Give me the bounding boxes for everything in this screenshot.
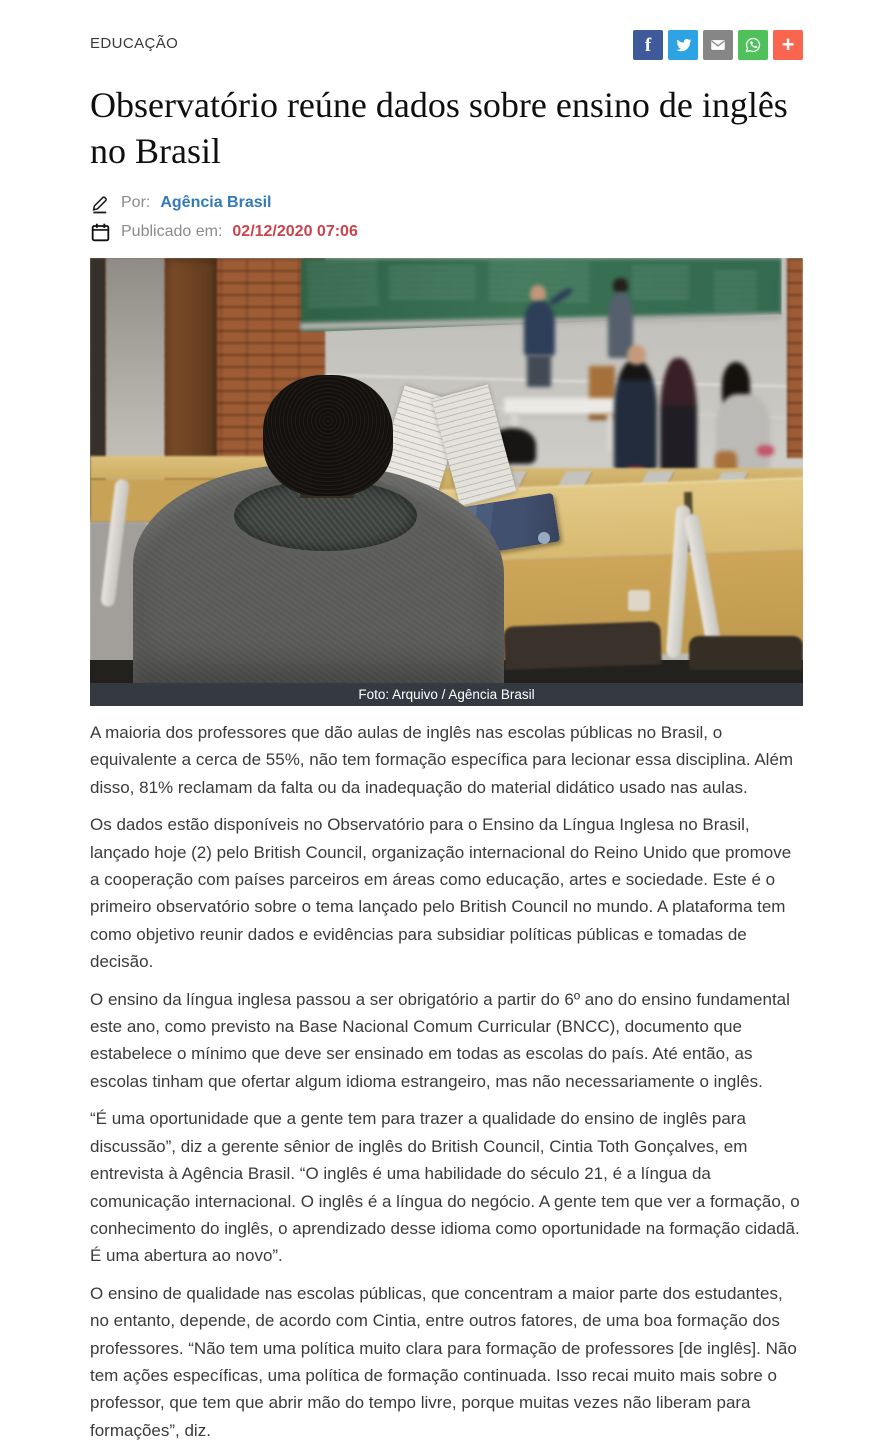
plus-icon: + (781, 32, 795, 57)
article-body (90, 719, 803, 1444)
table-leg (607, 413, 614, 451)
chalk-writing (307, 261, 380, 306)
chalk-writing (714, 267, 757, 310)
chair-back (689, 636, 803, 670)
topbar (90, 30, 803, 60)
twitter-icon (675, 37, 692, 54)
published-label: Publicado em: (121, 223, 223, 240)
calendar-icon (90, 222, 111, 243)
facebook-share-button[interactable] (633, 30, 663, 60)
article-page (90, 0, 803, 1444)
author-label: Por: (121, 194, 151, 211)
teacher-figure (530, 285, 546, 303)
chair-back (503, 621, 661, 669)
category-label[interactable]: EDUCAÇÃO (90, 35, 179, 52)
desk-leg-plate (628, 590, 649, 611)
chalk-writing (389, 264, 475, 298)
author-link[interactable]: Agência Brasil (160, 194, 272, 211)
whatsapp-icon (744, 36, 762, 54)
student-figure (757, 445, 774, 456)
author-row (90, 192, 803, 214)
white-table (504, 398, 622, 413)
student-figure (614, 360, 657, 471)
notebook-logo (538, 532, 550, 544)
published-date: 02/12/2020 07:06 (232, 223, 358, 240)
paragraph: Os dados estão disponíveis no Observatório para o Ensino da Língua Inglesa no Brasil, lançado hoje (2) pelo British Council, organização internacional do Reino Unido que promove a cooperação com países parceiros em áreas como educação, artes e sociedade. Este é o primeiro observatório sobre o tema lançado pelo British Council no mundo. A plataforma tem como objetivo reunir dados e evidências para subsidiar políticas públicas e tomadas de decisão. (90, 815, 792, 972)
more-share-button[interactable] (773, 30, 803, 60)
email-share-button[interactable] (703, 30, 733, 60)
teacher-figure (527, 355, 551, 387)
article-photo (90, 258, 803, 683)
paragraph: A maioria dos professores que dão aulas de inglês nas escolas públicas no Brasil, o equivalente a cerca de 55%, não tem formação específica para lecionar essa disciplina. Além disso, 81% reclamam da falta ou da inadequação do material didático usado nas aulas. (90, 723, 794, 797)
byline (90, 192, 803, 243)
paragraph: O ensino da língua inglesa passou a ser obrigatório a partir do 6º ano do ensino fundamental este ano, como previsto na Base Nacional Comum Curricular (BNCC), documento que estabelece o mínimo que deve ser ensinado em todas as escolas do país. Até então, as escolas tinham que ofertar algum idioma estrangeiro, mas não necessariamente o inglês. (90, 989, 790, 1091)
email-icon (709, 36, 727, 54)
page-title: Observatório reúne dados sobre ensino de inglês no Brasil (90, 85, 788, 171)
teacher-figure (524, 301, 555, 356)
brick-wall-right (787, 258, 803, 458)
photo-caption: Foto: Arquivo / Agência Brasil (90, 683, 803, 706)
whatsapp-share-button[interactable] (738, 30, 768, 60)
chalk-writing (632, 264, 689, 298)
paragraph: O ensino de qualidade nas escolas públicas, que concentram a maior parte dos estudantes, no entanto, depende, de acordo com Cintia, entre outros fatores, de uma boa formação dos professores. “Não tem uma política muito clara para formação de professores [de inglês]. Não tem ações específicas, uma política de formação continuada. Isso recai muito mais sobre o professor, que tem que abrir mão do tempo livre, porque muitas vezes não liberam para formações”, diz. (90, 1283, 797, 1440)
share-toolbar (633, 30, 803, 60)
student-figure (660, 358, 697, 483)
published-row (90, 221, 803, 243)
paragraph: “É uma oportunidade que a gente tem para trazer a qualidade do ensino de inglês para discussão”, diz a gerente sênior de inglês do British Council, Cintia Toth Gonçalves, em entrevista à Agência Brasil. “O inglês é uma habilidade do século 21, é a língua da comunicação internacional. O inglês é a língua do negócio. A gente tem que ver a formação, o conhecimento do inglês, o aprendizado desse idioma como oportunidade na formação cidadã. É uma abertura ao novo”. (90, 1109, 800, 1266)
pencil-icon (90, 193, 111, 214)
facebook-icon: f (644, 34, 652, 56)
student-face (627, 345, 646, 365)
foreground-student-head (263, 375, 393, 496)
twitter-share-button[interactable] (668, 30, 698, 60)
